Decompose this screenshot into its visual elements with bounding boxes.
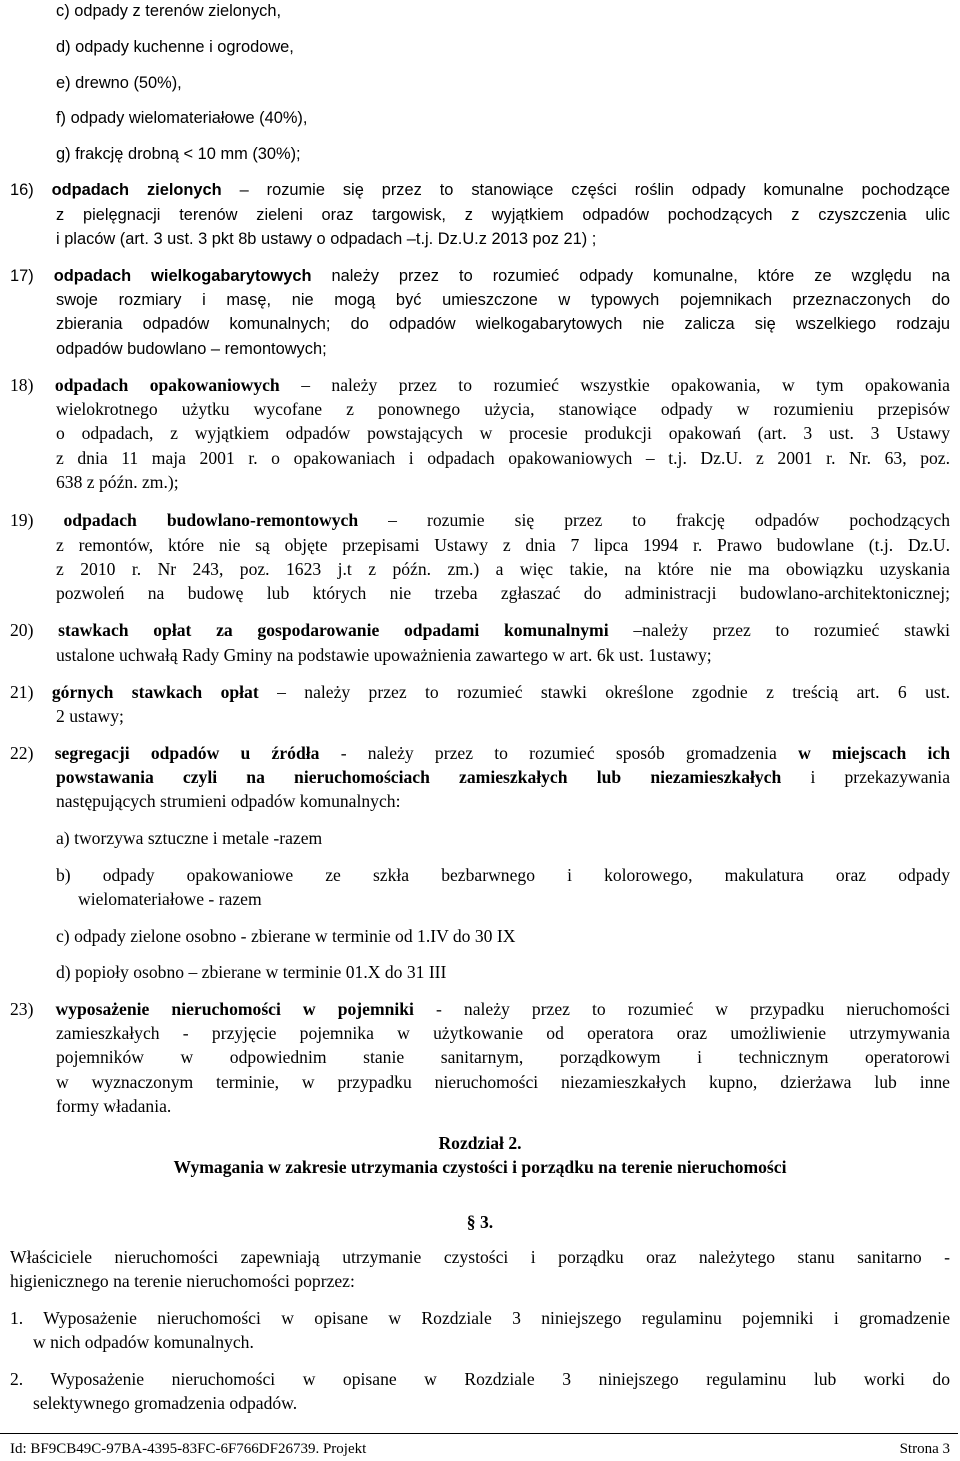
definition-text: rozumie się przez to stanowiące części roślin odpady komunalne pochodzące: [266, 181, 951, 199]
definition-17: [10, 265, 950, 287]
definition-text: – rozumie się przez to frakcję odpadów pochodzących: [388, 510, 951, 530]
definition-21-line-2: 2 ustawy;: [56, 706, 124, 726]
definition-16-line-2: z pielęgnacji terenów zieleni oraz targowisk, z wyjątkiem odpadów pochodzących z czyszczenia ulic: [56, 206, 950, 224]
definition-text: –należy przez to rozumieć stawki: [633, 620, 951, 640]
list-item-c: c) odpady z terenów zielonych,: [56, 2, 282, 20]
definition-19: [10, 509, 950, 531]
definition-23-line-2: zamieszkałych - przyjęcie pojemnika w użytkowanie od operatora oraz umożliwienie utrzymywania: [56, 1023, 950, 1043]
emphasis-text: powstawania czyli na nieruchomościach zamieszkałych lub niezamieszkałych: [56, 767, 782, 787]
chapter-title: Rozdział 2.: [438, 1133, 522, 1153]
defined-term: odpadach zielonych: [51, 181, 222, 199]
stream-a: a) tworzywa sztuczne i metale -razem: [56, 828, 323, 848]
definition-23-line-5: formy władania.: [56, 1096, 172, 1116]
definition-text: - należy przez to rozumieć sposób gromadzenia: [340, 743, 777, 763]
item-number: 17): [10, 267, 34, 285]
defined-term: odpadach budowlano-remontowych: [63, 510, 359, 530]
document-id: Id: BF9CB49C-97BA-4395-83FC-6F766DF26739. Projekt: [10, 1441, 367, 1457]
definition-17-line-4: odpadów budowlano – remontowych;: [56, 340, 327, 358]
section-number: § 3.: [466, 1212, 494, 1232]
intro-paragraph-line-2: higienicznego na terenie nieruchomości poprzez:: [10, 1271, 355, 1291]
point-1-line-2: w nich odpadów komunalnych.: [33, 1332, 254, 1352]
definition-text: – należy przez to rozumieć wszystkie opakowania, w tym opakowania: [301, 375, 950, 395]
definition-21: [10, 681, 950, 703]
definition-19-line-3: z 2010 r. Nr 243, poz. 1623 j.t z późn. zm.) a więc takie, na które nie ma obowiązku uzyskania: [56, 559, 950, 579]
item-number: 23): [10, 999, 34, 1019]
footer-divider: [0, 1433, 958, 1434]
chapter-subtitle: Wymagania w zakresie utrzymania czystości i porządku na terenie nieruchomości: [173, 1157, 787, 1177]
defined-term: odpadach opakowaniowych: [54, 375, 280, 395]
defined-term: stawkach opłat za gospodarowanie odpadami komunalnymi: [58, 620, 609, 640]
list-item-e: e) drewno (50%),: [56, 74, 182, 92]
item-number: 22): [10, 743, 34, 763]
point-2: 2. Wyposażenie nieruchomości w opisane w Rozdziale 3 niniejszego regulaminu lub worki do: [10, 1369, 950, 1389]
definition-17-line-3: zbierania odpadów komunalnych; do odpadów wielkogabarytowych nie zalicza się wszelkiego rodzaju: [56, 315, 950, 333]
definition-20-line-2: ustalone uchwałą Rady Gminy na podstawie upoważnienia zawartego w art. 6k ust. 1ustawy;: [56, 645, 712, 665]
definition-22: [10, 742, 950, 764]
intro-paragraph: Właściciele nieruchomości zapewniają utrzymanie czystości i porządku oraz należytego stanu sanitarno -: [10, 1247, 950, 1267]
list-item-g: g) frakcję drobną < 10 mm (30%);: [56, 145, 301, 163]
point-2-line-2: selektywnego gromadzenia odpadów.: [33, 1393, 298, 1413]
page-number: Strona 3: [899, 1441, 950, 1457]
stream-b-line-2: wielomateriałowe - razem: [78, 889, 262, 909]
item-number: 21): [10, 682, 34, 702]
definition-19-line-4: pozwoleń na budowę lub których nie trzeba zgłaszać do administracji budowlano-architektonicznej;: [56, 583, 950, 603]
list-item-f: f) odpady wielomateriałowe (40%),: [56, 109, 308, 127]
item-number: 18): [10, 375, 34, 395]
definition-text: należy przez to rozumieć odpady komunalne, które ze względu na: [331, 267, 950, 285]
definition-18-line-5: 638 z późn. zm.);: [56, 472, 179, 492]
definition-23-line-4: w wyznaczonym terminie, w przypadku nieruchomości niezamieszkałych kupno, dzierżawa lub inne: [56, 1072, 950, 1092]
stream-d: d) popioły osobno – zbierane w terminie 01.X do 31 III: [56, 962, 447, 982]
item-number: 19): [10, 510, 34, 530]
definition-18-line-2: wielokrotnego użytku wycofane z ponownego użycia, stanowiące odpady w rozumieniu przepisów: [56, 399, 950, 419]
definition-text: – należy przez to rozumieć stawki określone zgodnie z treścią art. 6 ust.: [277, 682, 951, 702]
definition-18-line-4: z dnia 11 maja 2001 r. o opakowaniach i odpadach opakowaniowych – t.j. Dz.U. z 2001 r. Nr. 63, poz.: [56, 448, 950, 468]
list-item-d: d) odpady kuchenne i ogrodowe,: [56, 38, 294, 56]
definition-20: [10, 619, 950, 641]
definition-22-line-2: [56, 766, 950, 788]
definition-23: [10, 998, 950, 1020]
definition-16: 16) odpadach zielonych – rozumie się przez to stanowiące części roślin odpady komunalne pochodzące: [10, 181, 951, 199]
defined-term: wyposażenie nieruchomości w pojemniki: [55, 999, 414, 1019]
point-1: 1. Wyposażenie nieruchomości w opisane w Rozdziale 3 niniejszego regulaminu pojemniki i gromadzenie: [10, 1308, 950, 1328]
defined-term: segregacji odpadów u źródła: [54, 743, 320, 763]
definition-22-line-3: następujących strumieni odpadów komunalnych:: [56, 791, 401, 811]
definition-17-line-2: swoje rozmiary i masę, nie mogą być umieszczone w typowych pojemnikach przeznaczonych do: [56, 291, 950, 309]
definition-text: - należy przez to rozumieć w przypadku nieruchomości: [436, 999, 950, 1019]
stream-b: b) odpady opakowaniowe ze szkła bezbarwnego i kolorowego, makulatura oraz odpady: [56, 865, 950, 885]
item-number: 20): [10, 620, 34, 640]
item-number: 16): [10, 181, 34, 199]
definition-19-line-2: z remontów, które nie są objęte przepisami Ustawy z dnia 7 lipca 1994 r. Prawo budowlane (t.j. Dz.U.: [56, 535, 950, 555]
defined-term: odpadach wielkogabarytowych: [53, 267, 312, 285]
definition-text: i przekazywania: [810, 767, 951, 787]
definition-18: [10, 374, 950, 396]
defined-term: górnych stawkach opłat: [51, 682, 259, 702]
emphasis-text: w miejscach ich: [798, 743, 951, 763]
definition-23-line-3: pojemników w odpowiednim stanie sanitarnym, porządkowym i technicznym operatorowi: [56, 1047, 950, 1067]
definition-16-line-3: i placów (art. 3 ust. 3 pkt 8b ustawy o odpadach –t.j. Dz.U.z 2013 poz 21) ;: [56, 230, 597, 248]
definition-18-line-3: o odpadach, z wyjątkiem odpadów powstających w procesie produkcji opakowań (art. 3 ust. 3 Ustawy: [56, 423, 950, 443]
stream-c: c) odpady zielone osobno - zbierane w terminie od 1.IV do 30 IX: [56, 926, 516, 946]
